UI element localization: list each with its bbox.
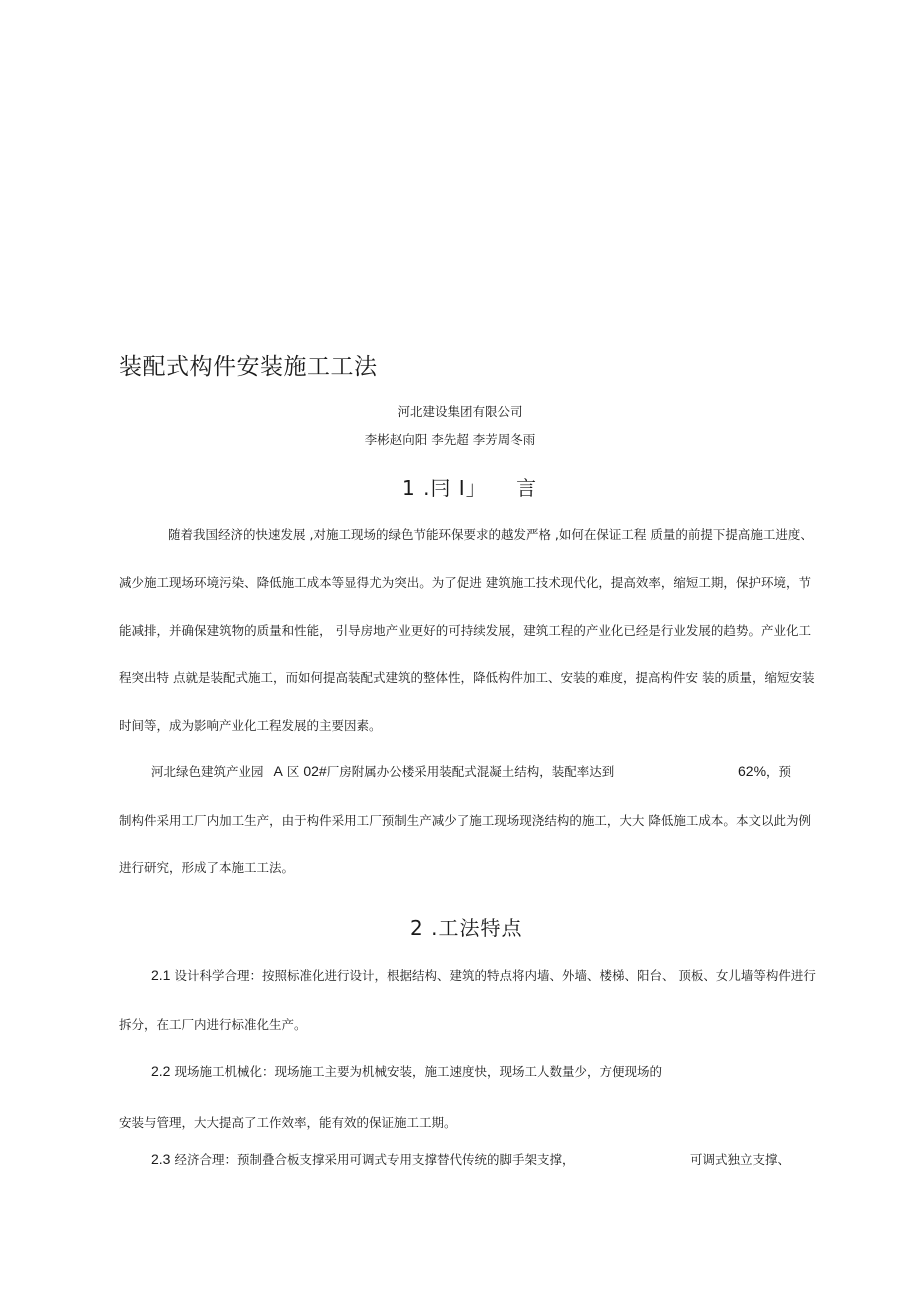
paragraph-line: 时间等，成为影响产业化工程发展的主要因素。 bbox=[119, 718, 382, 733]
zone-label: 区 bbox=[286, 764, 300, 779]
paragraph-line: 进行研究，形成了本施工工法。 bbox=[119, 860, 295, 875]
paragraph-line bbox=[151, 762, 614, 780]
paragraph-line: 可调式独立支撑、 bbox=[690, 1152, 791, 1167]
paragraph-text: ，预 bbox=[766, 764, 792, 779]
item-number: 2.2 bbox=[151, 1063, 171, 1079]
paragraph-line: 减少施工现场环境污染、降低施工成本等显得尤为突出。为了促进 建筑施工技术现代化，提高效率，缩短工期，保护环境，节 bbox=[119, 575, 811, 590]
document-title: 装配式构件安装施工工法 bbox=[119, 354, 378, 380]
section-1-heading: 1 .冃 I」 言 bbox=[402, 476, 538, 500]
paragraph-text: 厂房附属办公楼采用装配式混凝土结构，装配率达到 bbox=[326, 764, 615, 779]
zone-letter: A bbox=[273, 763, 283, 779]
paragraph-line bbox=[738, 762, 791, 780]
company-name: 河北建设集团有限公司 bbox=[397, 404, 523, 419]
section-2-heading: 2 .工法特点 bbox=[410, 916, 523, 940]
item-text: 经济合理：预制叠合板支撑采用可调式专用支撑替代传统的脚手架支撑， bbox=[174, 1152, 575, 1167]
paragraph-line: 拆分，在工厂内进行标准化生产。 bbox=[119, 1017, 307, 1032]
paragraph-line: 程突出特 点就是装配式施工，而如何提高装配式建筑的整体性，降低构件加工、安装的难度，提高构件安 装的质量，缩短安装 bbox=[119, 670, 815, 685]
building-number: 02# bbox=[303, 763, 327, 779]
paragraph-line: 随着我国经济的快速发展 ,对施工现场的绿色节能环保要求的越发严格 ,如何在保证工程 质量的前提下提高施工进度、 bbox=[168, 527, 813, 542]
author-list: 李彬赵向阳 李先超 李芳周冬雨 bbox=[364, 432, 536, 447]
list-item bbox=[151, 1150, 574, 1168]
item-text: 设计科学合理：按照标准化进行设计，根据结构、建筑的特点将内墙、外墙、楼梯、阳台、 顶板、女儿墙等构件进行 bbox=[174, 968, 816, 983]
list-item bbox=[151, 966, 816, 984]
item-text: 现场施工机械化：现场施工主要为机械安装，施工速度快，现场工人数量少，方便现场的 bbox=[174, 1064, 662, 1079]
list-item bbox=[151, 1062, 662, 1080]
item-number: 2.3 bbox=[151, 1151, 171, 1167]
paragraph-line: 安装与管理，大大提高了工作效率，能有效的保证施工工期。 bbox=[119, 1115, 457, 1130]
assembly-rate: 62% bbox=[738, 763, 767, 779]
project-name: 河北绿色建筑产业园 bbox=[151, 764, 264, 779]
paragraph-line: 能减排，并确保建筑物的质量和性能， 引导房地产业更好的可持续发展，建筑工程的产业化已经是行业发展的趋势。产业化工 bbox=[119, 623, 811, 638]
paragraph-line: 制构件采用工厂内加工生产，由于构件采用工厂预制生产减少了施工现场现浇结构的施工，大大 降低施工成本。本文以此为例 bbox=[119, 813, 811, 828]
item-number: 2.1 bbox=[151, 967, 171, 983]
